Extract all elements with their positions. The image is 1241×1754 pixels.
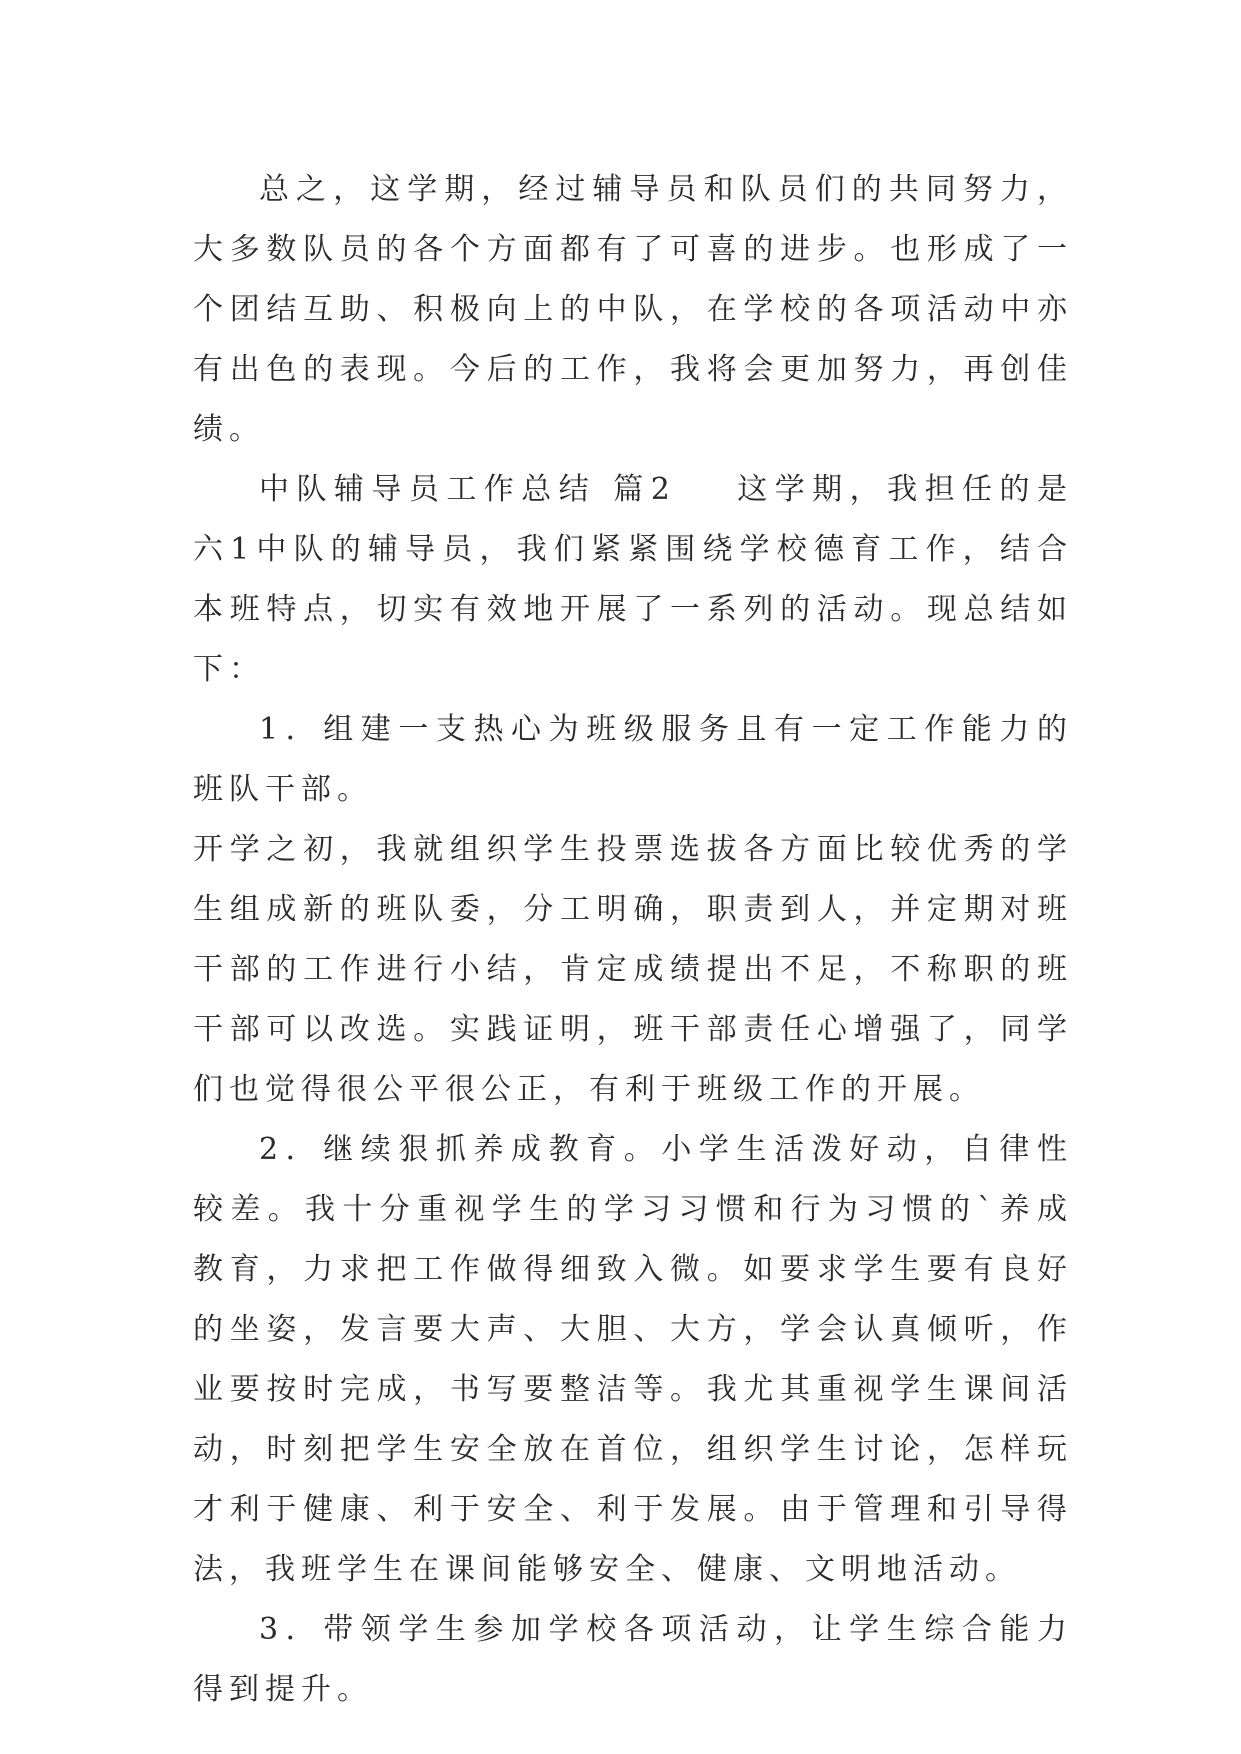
paragraph-text: 1．组建一支热心为班级服务且有一定工作能力的班队干部。 — [193, 712, 1073, 807]
paragraph-text: 开学之初，我就组织学生投票选拔各方面比较优秀的学生组成新的班队委，分工明确，职责到人，并定期对班干部的工作进行小结，肯定成绩提出不足，不称职的班干部可以改选。实践证明，班干部责任心增强了，同学们也觉得很公平很公正，有利于班级工作的开展。 — [193, 832, 1073, 1107]
paragraph-item-3 — [193, 1600, 1073, 1720]
paragraph-item-2 — [193, 1120, 1073, 1600]
paragraph-summary — [193, 160, 1073, 460]
paragraph-item-1 — [193, 700, 1073, 820]
paragraph-section-2 — [193, 460, 1073, 700]
paragraph-text: 2．继续狠抓养成教育。小学生活泼好动，自律性较差。我十分重视学生的学习习惯和行为习惯的`养成教育，力求把工作做得细致入微。如要求学生要有良好的坐姿，发言要大声、大胆、大方，学会认真倾听，作业要按时完成，书写要整洁等。我尤其重视学生课间活动，时刻把学生安全放在首位，组织学生讨论，怎样玩才利于健康、利于安全、利于发展。由于管理和引导得法，我班学生在课间能够安全、健康、文明地活动。 — [193, 1132, 1073, 1587]
body-text — [193, 160, 1073, 1720]
paragraph-text: 这学期，我担任的是六1中队的辅导员，我们紧紧围绕学校德育工作，结合本班特点，切实有效地开展了一系列的活动。现总结如下： — [193, 472, 1073, 687]
paragraph-item-1-detail — [193, 820, 1073, 1120]
paragraph-text: 3．带领学生参加学校各项活动，让学生综合能力得到提升。 — [193, 1612, 1073, 1707]
paragraph-text: 总之，这学期，经过辅导员和队员们的共同努力，大多数队员的各个方面都有了可喜的进步。也形成了一个团结互助、积极向上的中队，在学校的各项活动中亦有出色的表现。今后的工作，我将会更加努力，再创佳绩。 — [193, 172, 1073, 447]
section-heading: 中队辅导员工作总结 篇2 — [259, 472, 676, 507]
